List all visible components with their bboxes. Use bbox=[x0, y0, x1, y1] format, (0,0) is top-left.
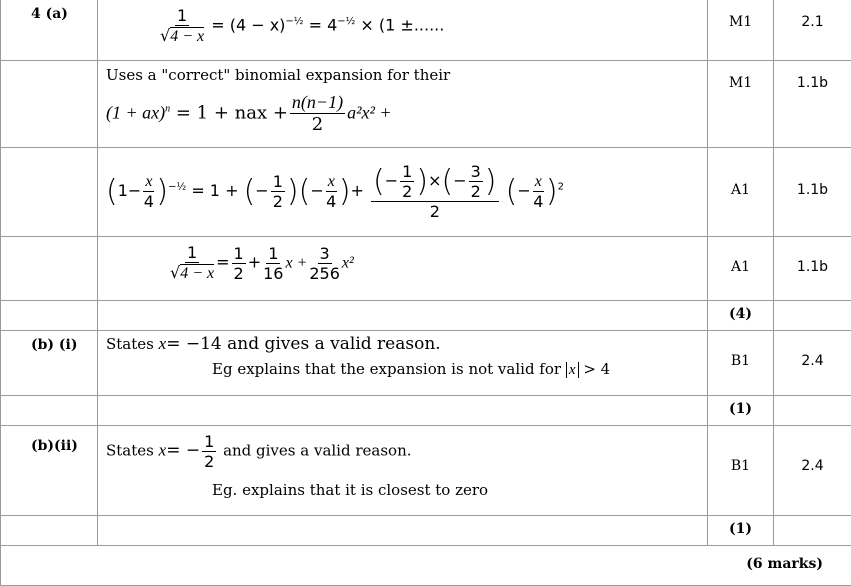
method-cell: (1− $\frac{x}{4}$ )$^{-\frac{1}{2}}$ = 1 + (− $\frac{1}{2}$ )(− $\frac{x}{4}$ )+ (− $\frac{1}{2}$ )×(− $\frac{3}{2}$ ) 2 (− $\frac{x}{4}$ )$^2$ bbox=[98, 148, 708, 237]
expr: (1 + ax) bbox=[106, 103, 165, 123]
numerator: x bbox=[143, 173, 154, 192]
denominator: 4 bbox=[144, 192, 154, 211]
numerator: 1 bbox=[400, 162, 414, 182]
mark: B1 bbox=[708, 331, 774, 396]
mark: A1 bbox=[708, 148, 774, 237]
denominator: 2 bbox=[312, 114, 323, 135]
method-cell bbox=[98, 61, 708, 148]
expr: x + bbox=[285, 255, 307, 272]
numerator: 1 bbox=[271, 172, 285, 192]
expr: = 1 + nax + bbox=[176, 103, 288, 124]
method-text: = − bbox=[166, 441, 200, 461]
expr: = 1 + bbox=[191, 181, 238, 200]
denominator: 16 bbox=[263, 264, 283, 283]
exponent: −½ bbox=[285, 16, 303, 27]
method-text: States bbox=[106, 335, 154, 353]
denominator: 2 bbox=[204, 452, 214, 471]
assessment-objective: 2.1 bbox=[774, 0, 851, 61]
radicand: 4 − x bbox=[170, 27, 204, 45]
method-text: States bbox=[106, 442, 154, 460]
numerator: 1 bbox=[232, 244, 246, 264]
expr: − bbox=[128, 181, 141, 200]
numerator: (− $\frac{1}{2}$ )×(− $\frac{3}{2}$ ) bbox=[371, 162, 498, 202]
sqrt-sign: √ bbox=[170, 263, 180, 282]
numerator: 3 bbox=[318, 244, 332, 264]
denominator: 2 bbox=[471, 182, 481, 201]
numerator: 1 bbox=[185, 243, 199, 263]
method-cell bbox=[98, 0, 708, 61]
method-text: Eg. explains that it is closest to zero bbox=[98, 475, 707, 503]
assessment-objective: 1.1b bbox=[774, 237, 851, 301]
numerator: 1 bbox=[202, 432, 216, 452]
expr: + bbox=[351, 181, 364, 200]
denominator: 2 bbox=[234, 264, 244, 283]
assessment-objective: 2.4 bbox=[774, 331, 851, 396]
expr: 1 bbox=[118, 181, 128, 200]
method-cell bbox=[98, 426, 708, 516]
expr: a²x² + bbox=[347, 103, 391, 123]
variable: x bbox=[159, 441, 167, 460]
table-row bbox=[1, 237, 851, 301]
numerator: 3 bbox=[469, 162, 483, 182]
denominator: 2 bbox=[402, 182, 412, 201]
table-row bbox=[1, 396, 851, 426]
radicand: 4 − x bbox=[180, 264, 214, 282]
expr: = 4 bbox=[309, 16, 338, 35]
expr: × bbox=[428, 171, 441, 190]
table-row bbox=[1, 546, 851, 586]
exponent: −½ bbox=[168, 182, 186, 193]
numerator: x bbox=[533, 173, 544, 192]
assessment-objective: 1.1b bbox=[774, 61, 851, 148]
denominator bbox=[160, 26, 204, 46]
expr: − bbox=[453, 171, 466, 190]
total-marks: (6 marks) bbox=[1, 546, 851, 586]
subtotal: (1) bbox=[708, 516, 774, 546]
denominator: 4 bbox=[326, 192, 336, 211]
abs-x: x bbox=[566, 362, 579, 378]
variable: x bbox=[159, 334, 167, 353]
denominator: 4 bbox=[533, 192, 543, 211]
question-number: 4 (a) bbox=[1, 0, 98, 61]
subtotal: (4) bbox=[708, 301, 774, 331]
expr: − bbox=[517, 181, 530, 200]
denominator: 2 bbox=[430, 202, 440, 221]
question-number: (b) (i) bbox=[1, 331, 98, 396]
subtotal: (1) bbox=[708, 396, 774, 426]
method-cell bbox=[98, 237, 708, 301]
table-row bbox=[1, 331, 851, 396]
table-row bbox=[1, 0, 851, 61]
denominator bbox=[170, 263, 214, 283]
table-row bbox=[1, 516, 851, 546]
numerator: n(n−1) bbox=[290, 92, 345, 114]
numerator: 1 bbox=[266, 244, 280, 264]
mark: B1 bbox=[708, 426, 774, 516]
question-number: (b)(ii) bbox=[1, 426, 98, 516]
mark: M1 bbox=[708, 61, 774, 148]
table-row bbox=[1, 148, 851, 237]
assessment-objective: 2.4 bbox=[774, 426, 851, 516]
expr: − bbox=[255, 181, 268, 200]
table-row bbox=[1, 426, 851, 516]
numerator: 1 bbox=[175, 6, 189, 26]
sqrt-sign: √ bbox=[160, 26, 170, 45]
method-text: and gives a valid reason. bbox=[223, 442, 411, 460]
expr: = (4 − x) bbox=[211, 16, 285, 35]
expr: − bbox=[385, 171, 398, 190]
expr: + bbox=[248, 253, 261, 272]
method-text: > 4 bbox=[583, 360, 610, 378]
exponent: 2 bbox=[558, 182, 564, 193]
expr: = bbox=[216, 253, 229, 272]
method-text: Uses a "correct" binomial expansion for their bbox=[98, 61, 707, 88]
expr: x² bbox=[342, 255, 354, 272]
exponent: −½ bbox=[337, 16, 355, 27]
expr: × (1 ±...... bbox=[360, 16, 444, 35]
table-row bbox=[1, 61, 851, 148]
assessment-objective: 1.1b bbox=[774, 148, 851, 237]
mark: A1 bbox=[708, 237, 774, 301]
method-text: = −14 and gives a valid reason. bbox=[166, 334, 440, 354]
expr: − bbox=[310, 181, 323, 200]
method-cell bbox=[98, 331, 708, 396]
mark: M1 bbox=[708, 0, 774, 61]
exponent: n bbox=[165, 104, 170, 115]
denominator: 2 bbox=[273, 192, 283, 211]
table-row bbox=[1, 301, 851, 331]
denominator: 256 bbox=[309, 264, 340, 283]
numerator: x bbox=[326, 173, 337, 192]
method-text: Eg explains that the expansion is not valid for bbox=[212, 360, 561, 378]
